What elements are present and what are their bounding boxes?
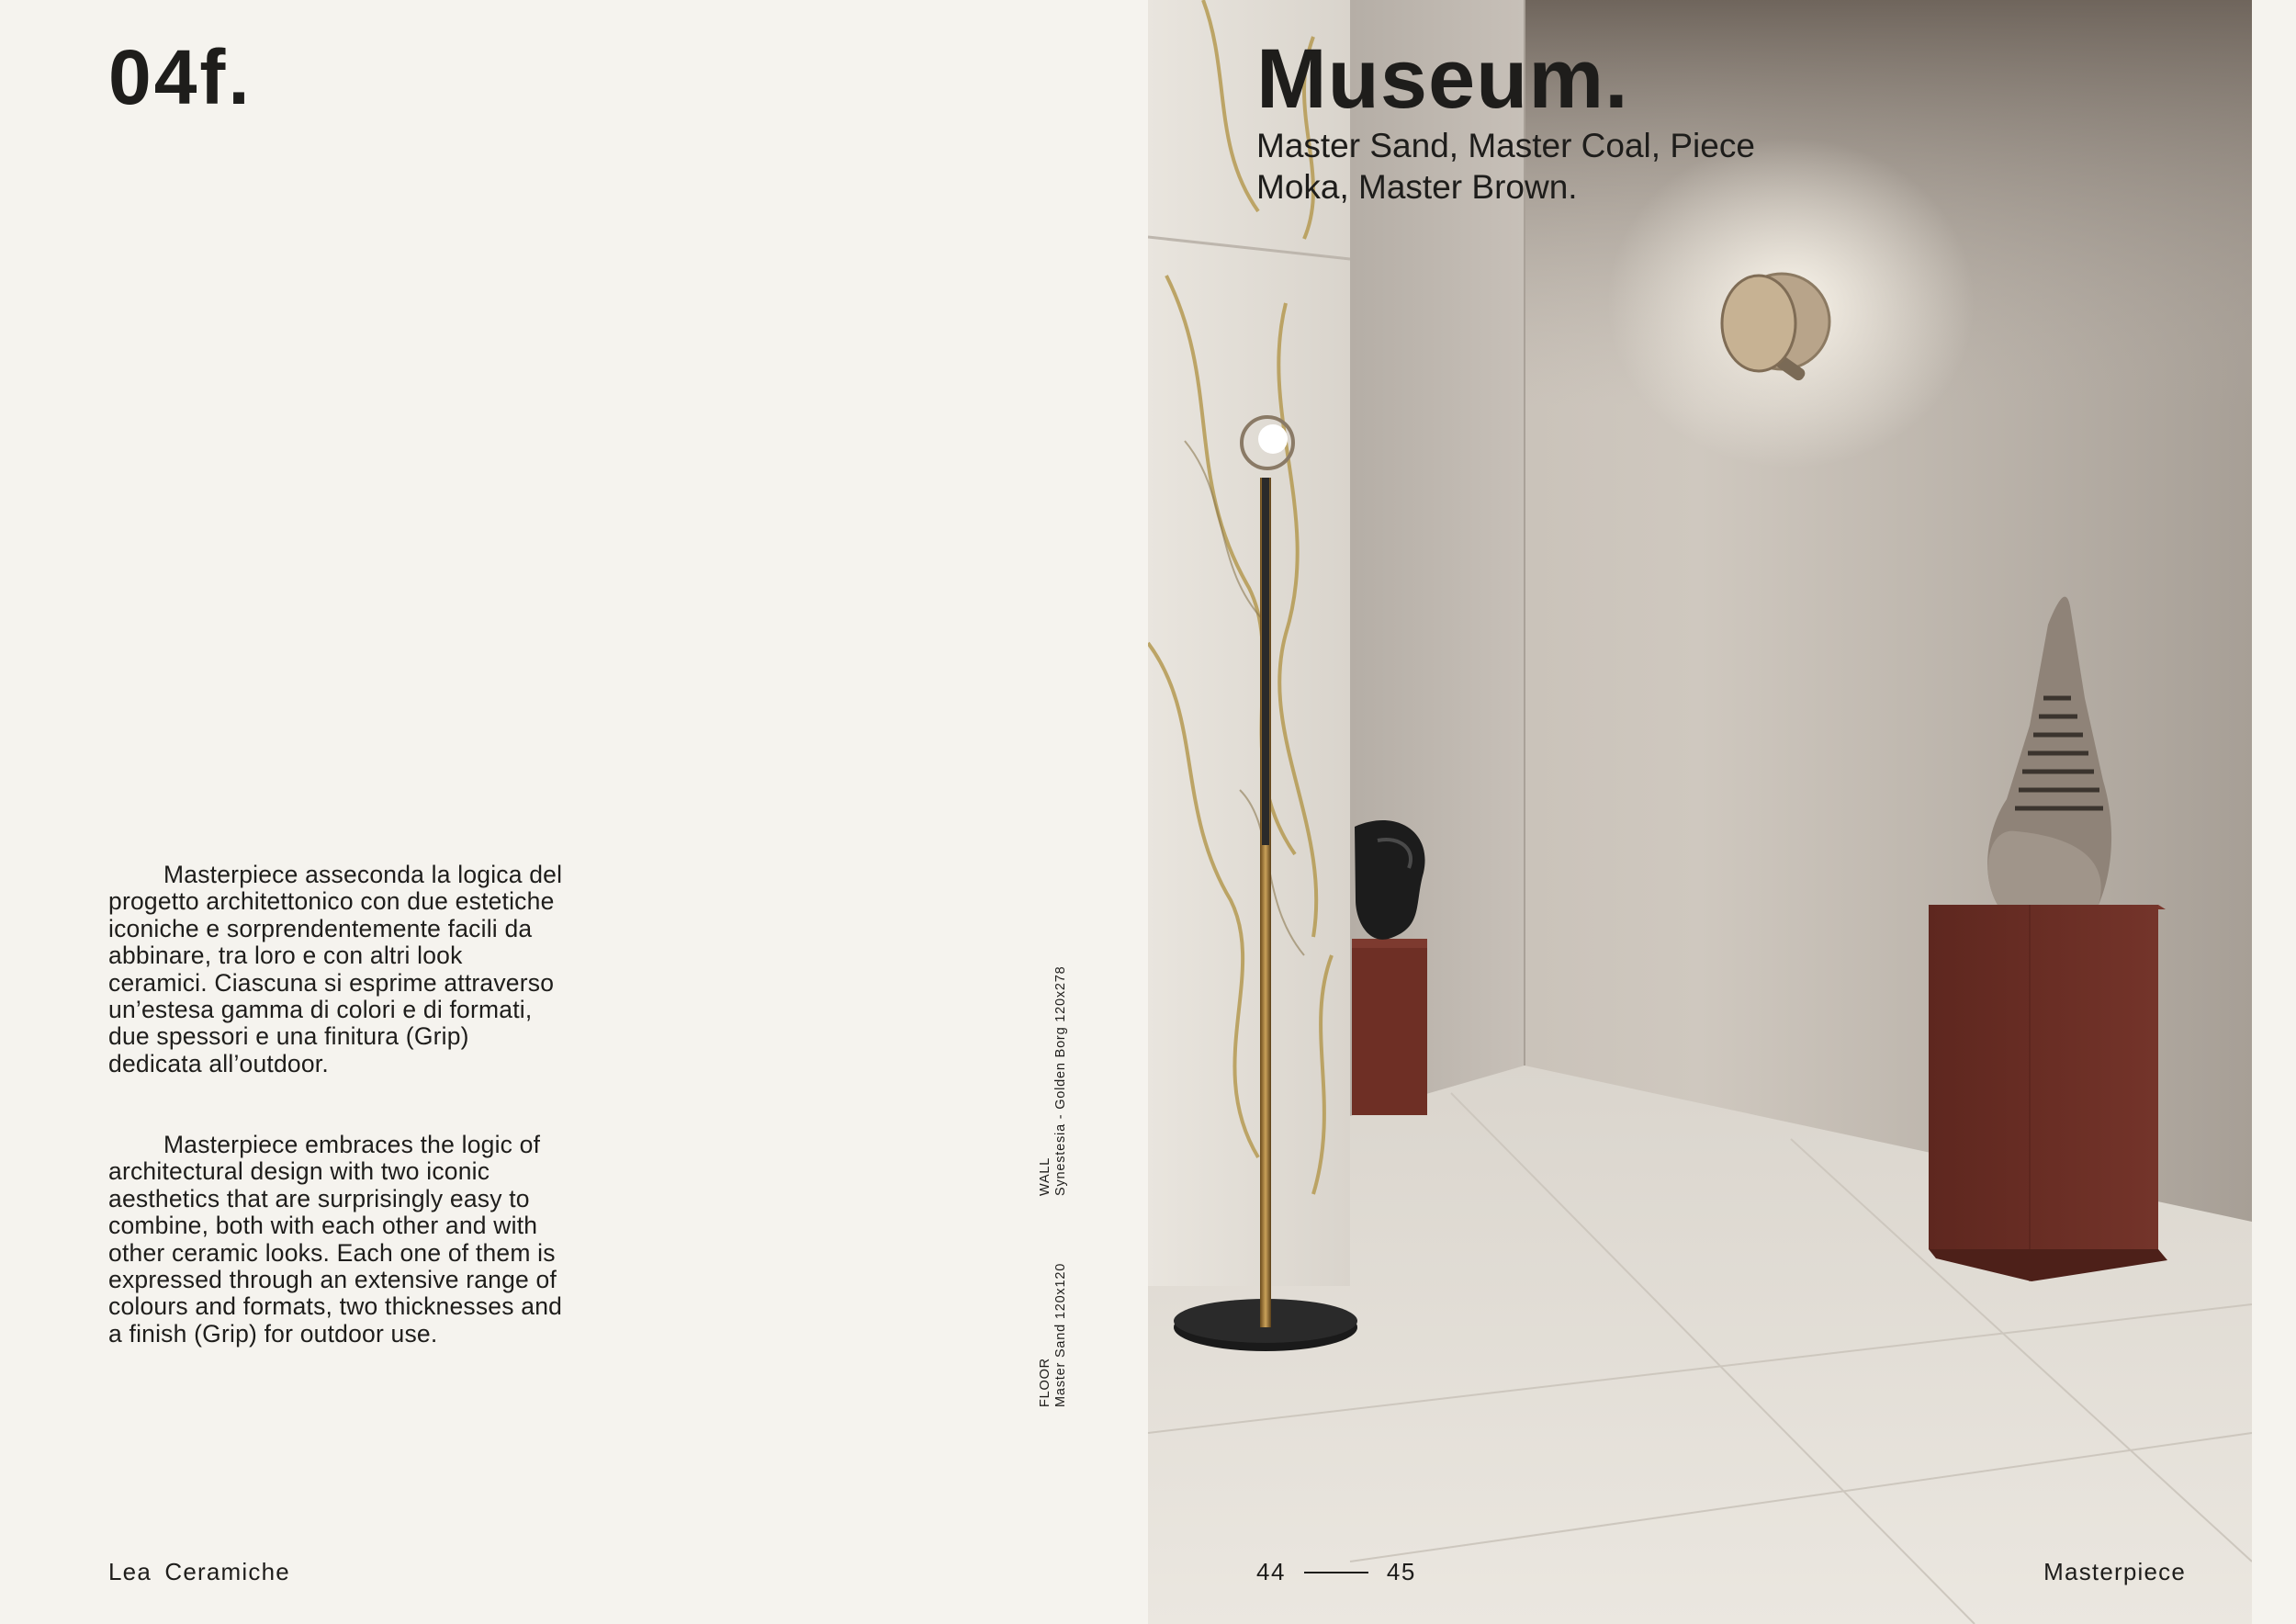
page-numbers <box>1256 1558 1416 1586</box>
title-block <box>1256 32 1826 208</box>
spec-wall <box>1038 966 1069 1197</box>
product-specs <box>1038 946 1078 1405</box>
paragraph-italian-text: Masterpiece asseconda la logica del progetto architettonico con due estetiche iconiche e sorprendentemente facili da abbinare, tra loro e con altri look ceramici. Ciascuna si esprime attraverso un’estesa gamma di colori e di formati, due spessori e una finitura (Grip) dedicata all’outdoor. <box>108 861 563 1077</box>
page-number-left: 44 <box>1256 1558 1286 1585</box>
paragraph-english-text: Masterpiece embraces the logic of architectural design with two iconic aesthetics that are surprisingly easy to combine, both with each other and with other ceramic looks. Each one of them is expressed through an extensive range of colours and formats, two thicknesses and a finish (Grip) for outdoor use. <box>108 1131 563 1348</box>
spec-floor <box>1038 1263 1069 1407</box>
right-page-margin <box>2252 0 2296 1624</box>
spec-wall-label: WALL <box>1038 1156 1052 1196</box>
page-number-right: 45 <box>1386 1558 1416 1585</box>
page-subtitle: Master Sand, Master Coal, Piece Moka, Master Brown. <box>1256 127 1755 206</box>
paragraph-italian <box>108 862 568 1077</box>
page-number-divider <box>1304 1572 1368 1573</box>
page-title: Museum. <box>1256 32 1629 126</box>
museum-scene-illustration <box>1148 0 2252 1624</box>
spec-floor-label: FLOOR <box>1038 1358 1052 1407</box>
collection-footer: Masterpiece <box>2043 1558 2186 1585</box>
paragraph-english <box>108 1132 568 1348</box>
spec-wall-value: Synestesia - Golden Borg 120x278 <box>1053 965 1068 1196</box>
brand-footer: Lea Ceramiche <box>108 1558 290 1585</box>
spec-floor-value: Master Sand 120x120 <box>1053 1262 1068 1407</box>
chapter-number: 04f. <box>108 34 253 120</box>
museum-photo <box>1148 0 2252 1624</box>
